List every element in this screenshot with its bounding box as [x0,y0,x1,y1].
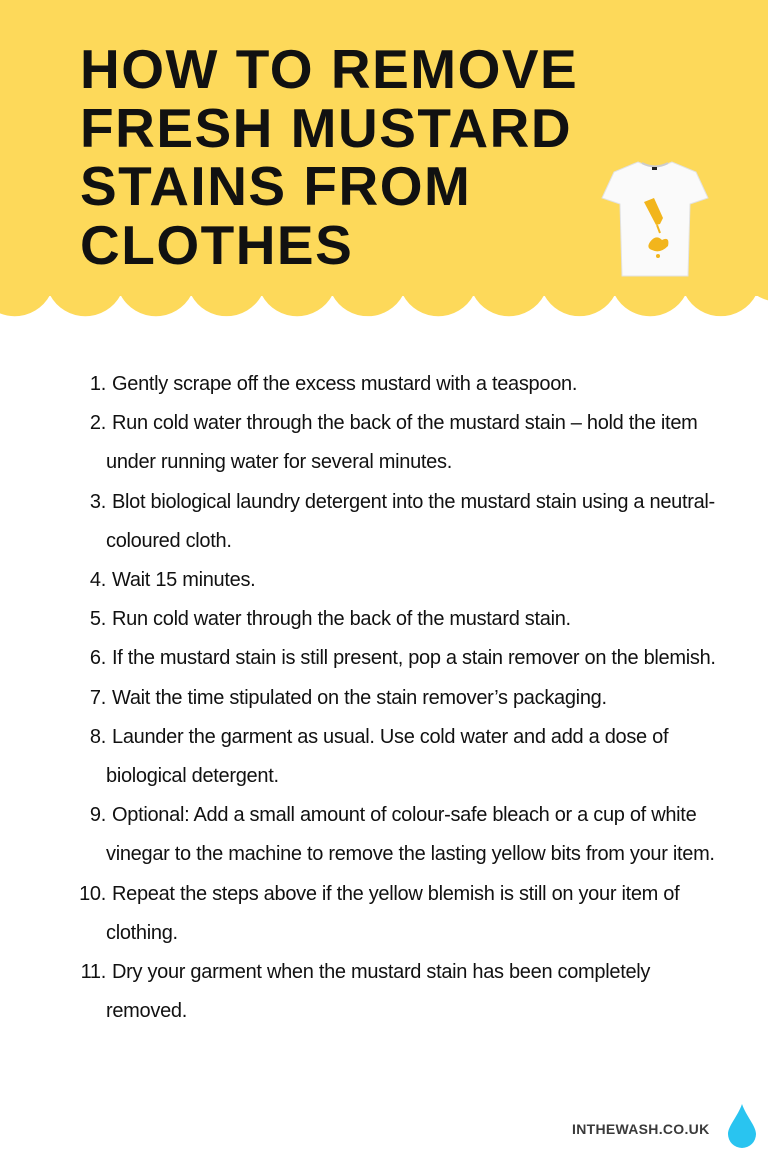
step-item [0,483,768,561]
step-item [0,365,768,404]
step-number: 7. [89,686,106,709]
step-text: If the mustard stain is still present, pop a stain remover on the blemish. [112,647,716,670]
title-line: STAINS FROM [80,155,472,217]
step-text: Repeat the steps above if the yellow blemish is still on your item of clothing. [106,882,680,944]
step-text: Run cold water through the back of the mustard stain – hold the item under running water for several minutes. [106,412,698,474]
scalloped-edge [0,280,768,320]
step-number: 11. [80,961,106,984]
step-item [0,796,768,874]
step-item [0,953,768,1031]
step-item [0,875,768,953]
step-text: Blot biological laundry detergent into the mustard stain using a neutral-coloured cloth. [106,490,715,552]
step-number: 6. [89,647,106,670]
step-number: 4. [89,569,106,592]
step-number: 3. [89,490,106,513]
title-line: HOW TO REMOVE [80,38,579,100]
step-text: Gently scrape off the excess mustard with a teaspoon. [112,373,578,395]
step-number: 9. [89,804,106,827]
step-text: Dry your garment when the mustard stain has been completely removed. [106,961,651,1023]
step-text: Launder the garment as usual. Use cold water and add a dose of biological detergent. [106,725,669,788]
step-text: Run cold water through the back of the mustard stain. [112,608,571,631]
step-number: 2. [89,412,106,435]
step-item [0,639,768,678]
title-line: FRESH MUSTARD [80,96,573,159]
step-number: 10. [79,882,106,905]
step-item [0,600,768,639]
step-text: Optional: Add a small amount of colour-safe bleach or a cup of white vinegar to the machine to remove the lasting yellow bits from your item. [106,804,715,866]
title-line: CLOTHES [80,213,354,276]
steps-list [0,365,768,1031]
step-item [0,404,768,482]
step-number: 1. [89,373,106,395]
water-drop-icon [728,1104,756,1148]
step-item [0,679,768,718]
step-item [0,561,768,600]
step-text: Wait 15 minutes. [112,569,256,592]
page-title [80,40,600,274]
header-banner [0,0,768,296]
step-text: Wait the time stipulated on the stain remover’s packaging. [112,686,607,709]
step-item [0,718,768,796]
step-number: 5. [89,608,106,631]
site-name: INTHEWASH.CO.UK [572,1121,710,1137]
tshirt-mustard-icon [600,158,710,278]
step-number: 8. [89,725,106,748]
